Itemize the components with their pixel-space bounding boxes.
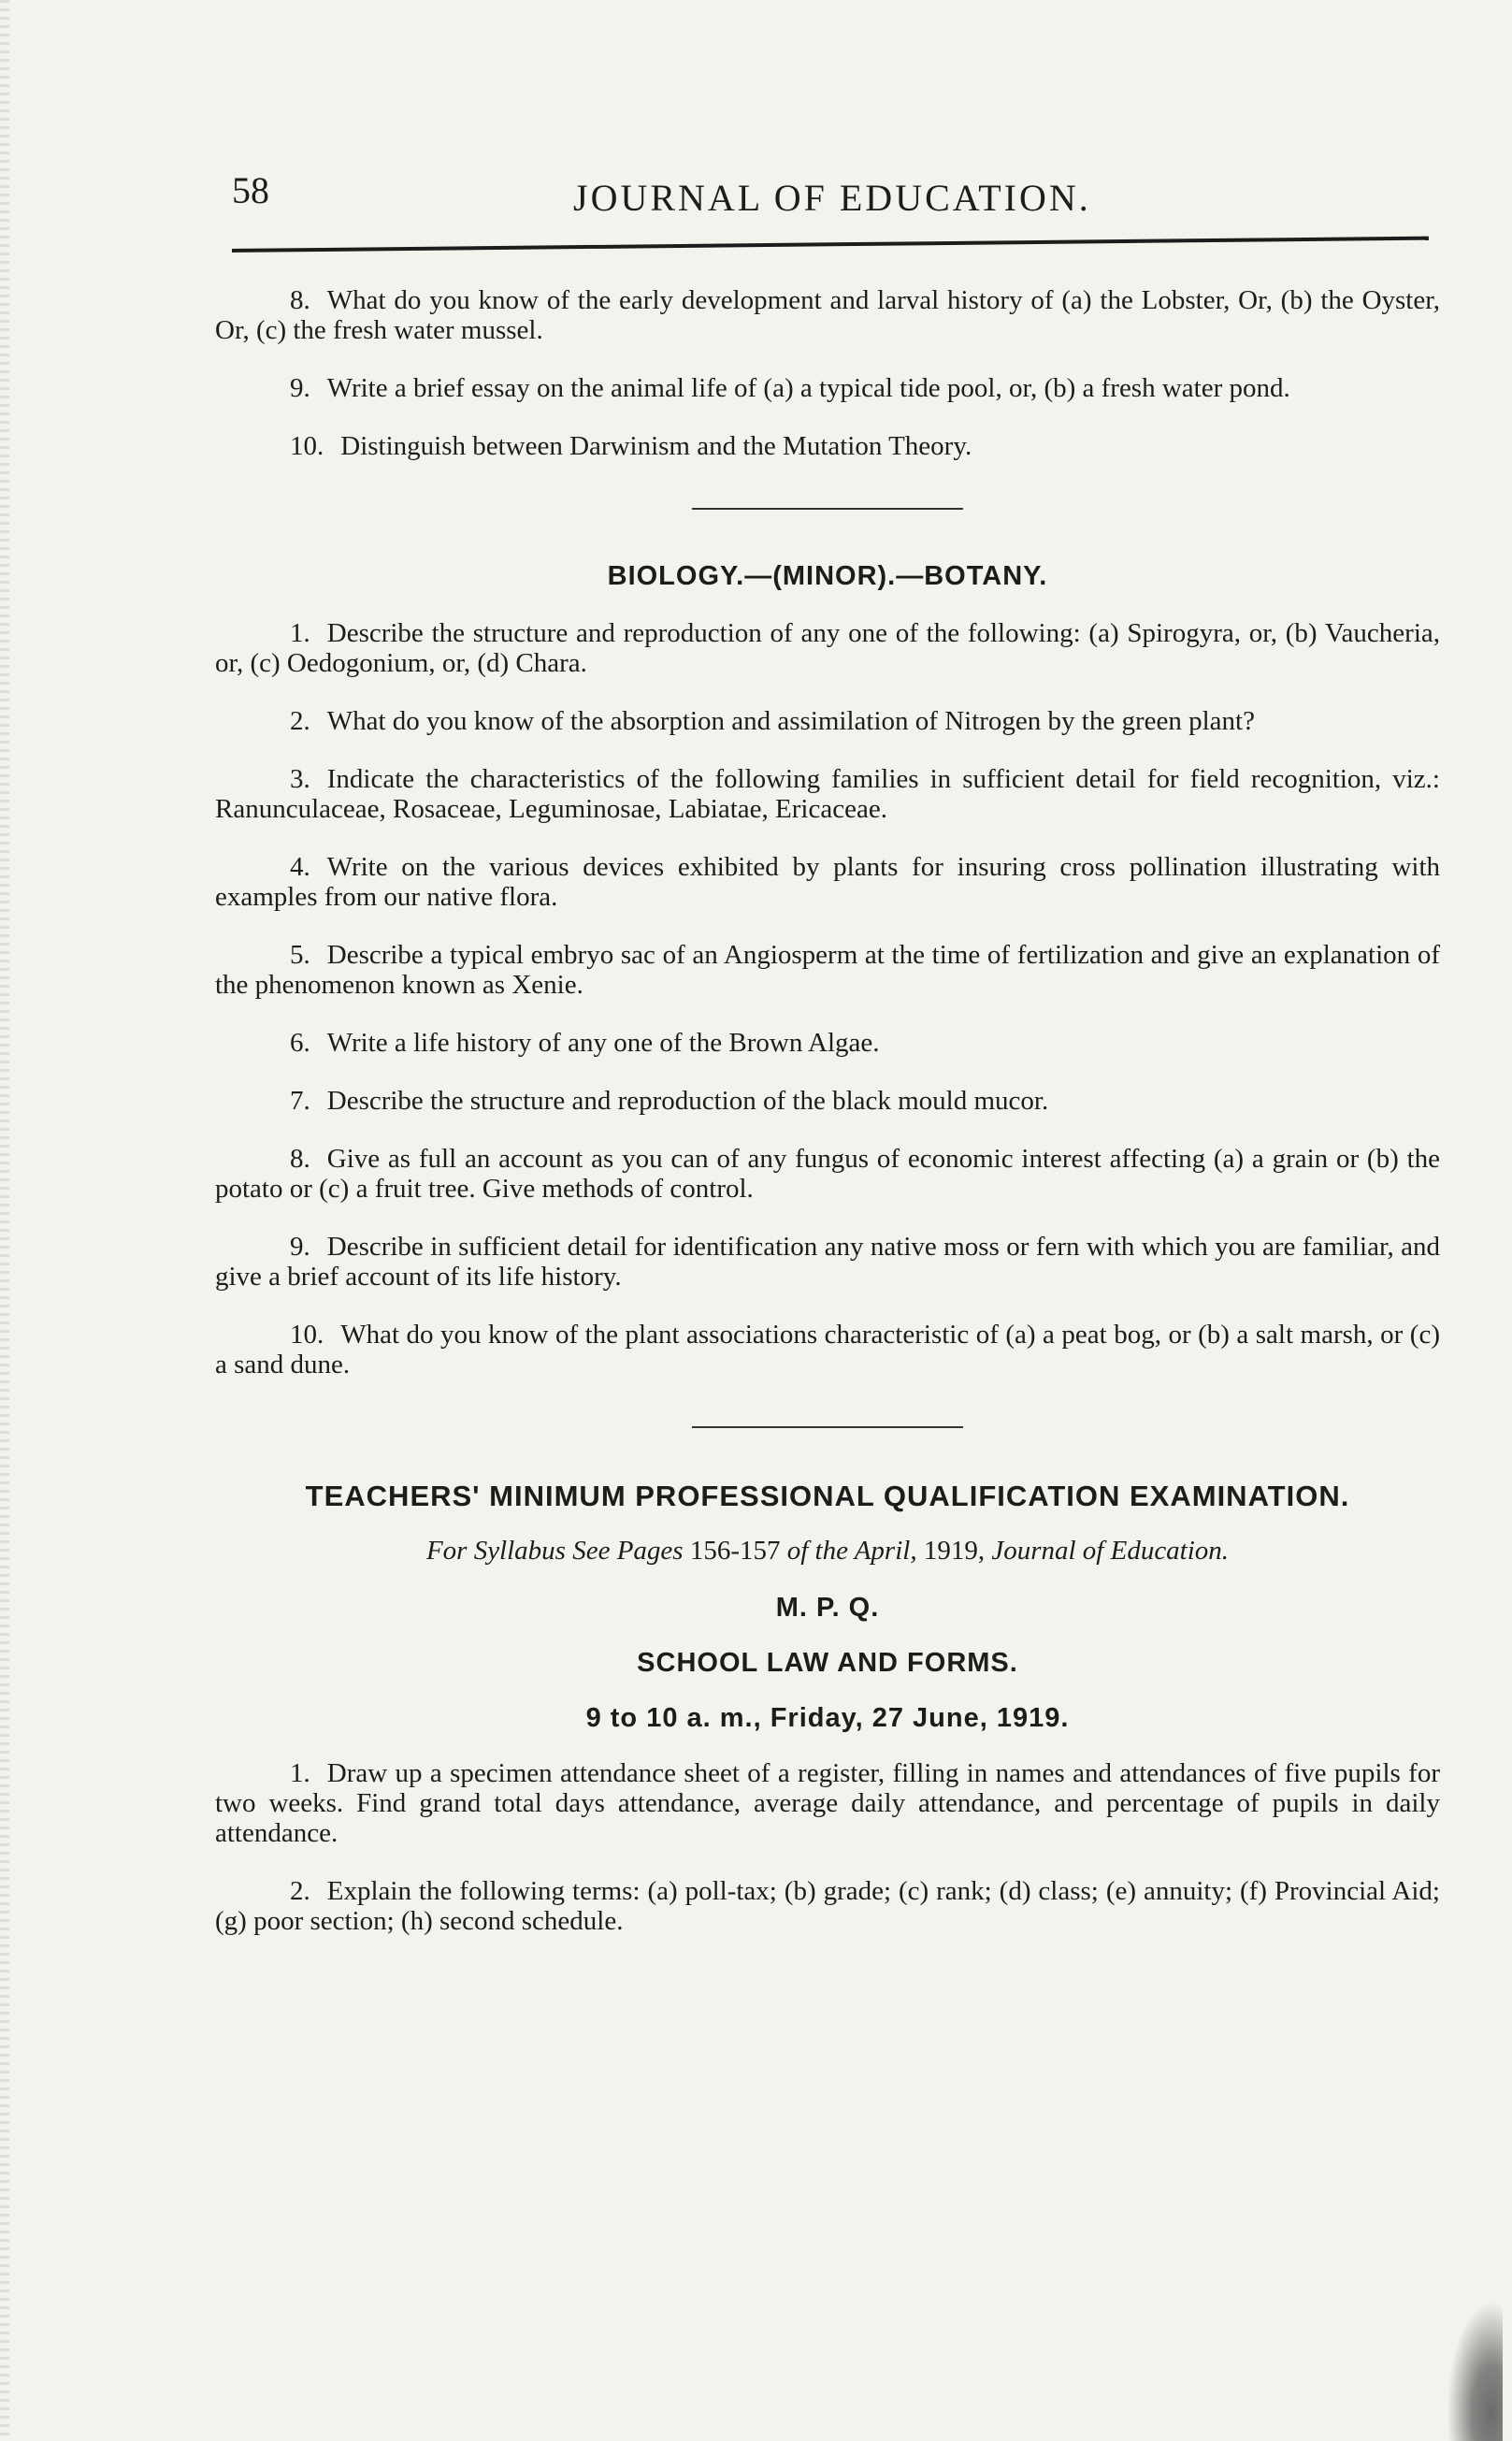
page-header bbox=[232, 168, 1438, 224]
question: 10. What do you know of the plant associations characteristic of (a) a peat bog, or (b) a salt marsh, or (c) a sand dune. bbox=[215, 1320, 1440, 1379]
question: 5. Describe a typical embryo sac of an Angiosperm at the time of fertilization and give an explanation of the phenomenon known as Xenie. bbox=[215, 940, 1440, 1000]
section-divider bbox=[692, 508, 963, 510]
scan-smudge bbox=[1447, 2301, 1503, 2441]
question: 10. Distinguish between Darwinism and the Mutation Theory. bbox=[290, 431, 972, 461]
section-divider bbox=[692, 1426, 963, 1428]
question: 2. What do you know of the absorption and assimilation of Nitrogen by the green plant? bbox=[290, 706, 1255, 736]
question: 9. Describe in sufficient detail for identification any native moss or fern with which you are familiar, and give a brief account of its life history. bbox=[215, 1232, 1440, 1292]
question: 7. Describe the structure and reproduction of the black mould mucor. bbox=[290, 1086, 1049, 1116]
journal-title: JOURNAL OF EDUCATION. bbox=[573, 177, 1091, 219]
question: 8. Give as full an account as you can of any fungus of economic interest affecting (a) a grain or (b) the potato or (c) a fruit tree. Give methods of control. bbox=[215, 1144, 1440, 1204]
page-number: 58 bbox=[232, 169, 269, 211]
section-title-botany: BIOLOGY.—(MINOR).—BOTANY. bbox=[607, 561, 1048, 591]
page-edge bbox=[0, 0, 9, 2441]
question: 2. Explain the following terms: (a) poll-tax; (b) grade; (c) rank; (d) class; (e) annuity; (f) Provincial Aid; (g) poor section; (h) second schedule. bbox=[215, 1876, 1440, 1936]
syllabus-note: For Syllabus See Pages 156-157 of the April, 1919, Journal of Education. bbox=[425, 1536, 1230, 1566]
exam-time: 9 to 10 a. m., Friday, 27 June, 1919. bbox=[585, 1703, 1070, 1733]
question: 1. Draw up a specimen attendance sheet of a register, filling in names and attendances of five pupils for two weeks. Find grand total days attendance, average daily attendance, and percentage of pupils in daily attendance. bbox=[215, 1758, 1440, 1848]
question: 4. Write on the various devices exhibited by plants for insuring cross pollination illustrating with examples from our native flora. bbox=[215, 852, 1440, 912]
question: 8. What do you know of the early development and larval history of (a) the Lobster, Or, (b) the Oyster, Or, (c) the fresh water mussel. bbox=[215, 285, 1440, 345]
header-rule bbox=[232, 237, 1429, 253]
mpq-label: M. P. Q. bbox=[775, 1593, 880, 1623]
page-content bbox=[215, 285, 1440, 1964]
question: 3. Indicate the characteristics of the following families in sufficient detail for field recognition, viz.: Ranunculaceae, Rosaceae, Leguminosae, Labiatae, Ericaceae. bbox=[215, 764, 1440, 824]
exam-title: TEACHERS' MINIMUM PROFESSIONAL QUALIFICATION EXAMINATION. bbox=[305, 1480, 1350, 1512]
question: 9. Write a brief essay on the animal life of (a) a typical tide pool, or, (b) a fresh water pond. bbox=[290, 373, 1290, 403]
question: 1. Describe the structure and reproduction of any one of the following: (a) Spirogyra, or, (b) Vaucheria, or, (c) Oedogonium, or, (d) Chara. bbox=[215, 618, 1440, 678]
question: 6. Write a life history of any one of the Brown Algae. bbox=[290, 1028, 880, 1058]
subject-title: SCHOOL LAW AND FORMS. bbox=[637, 1648, 1018, 1678]
